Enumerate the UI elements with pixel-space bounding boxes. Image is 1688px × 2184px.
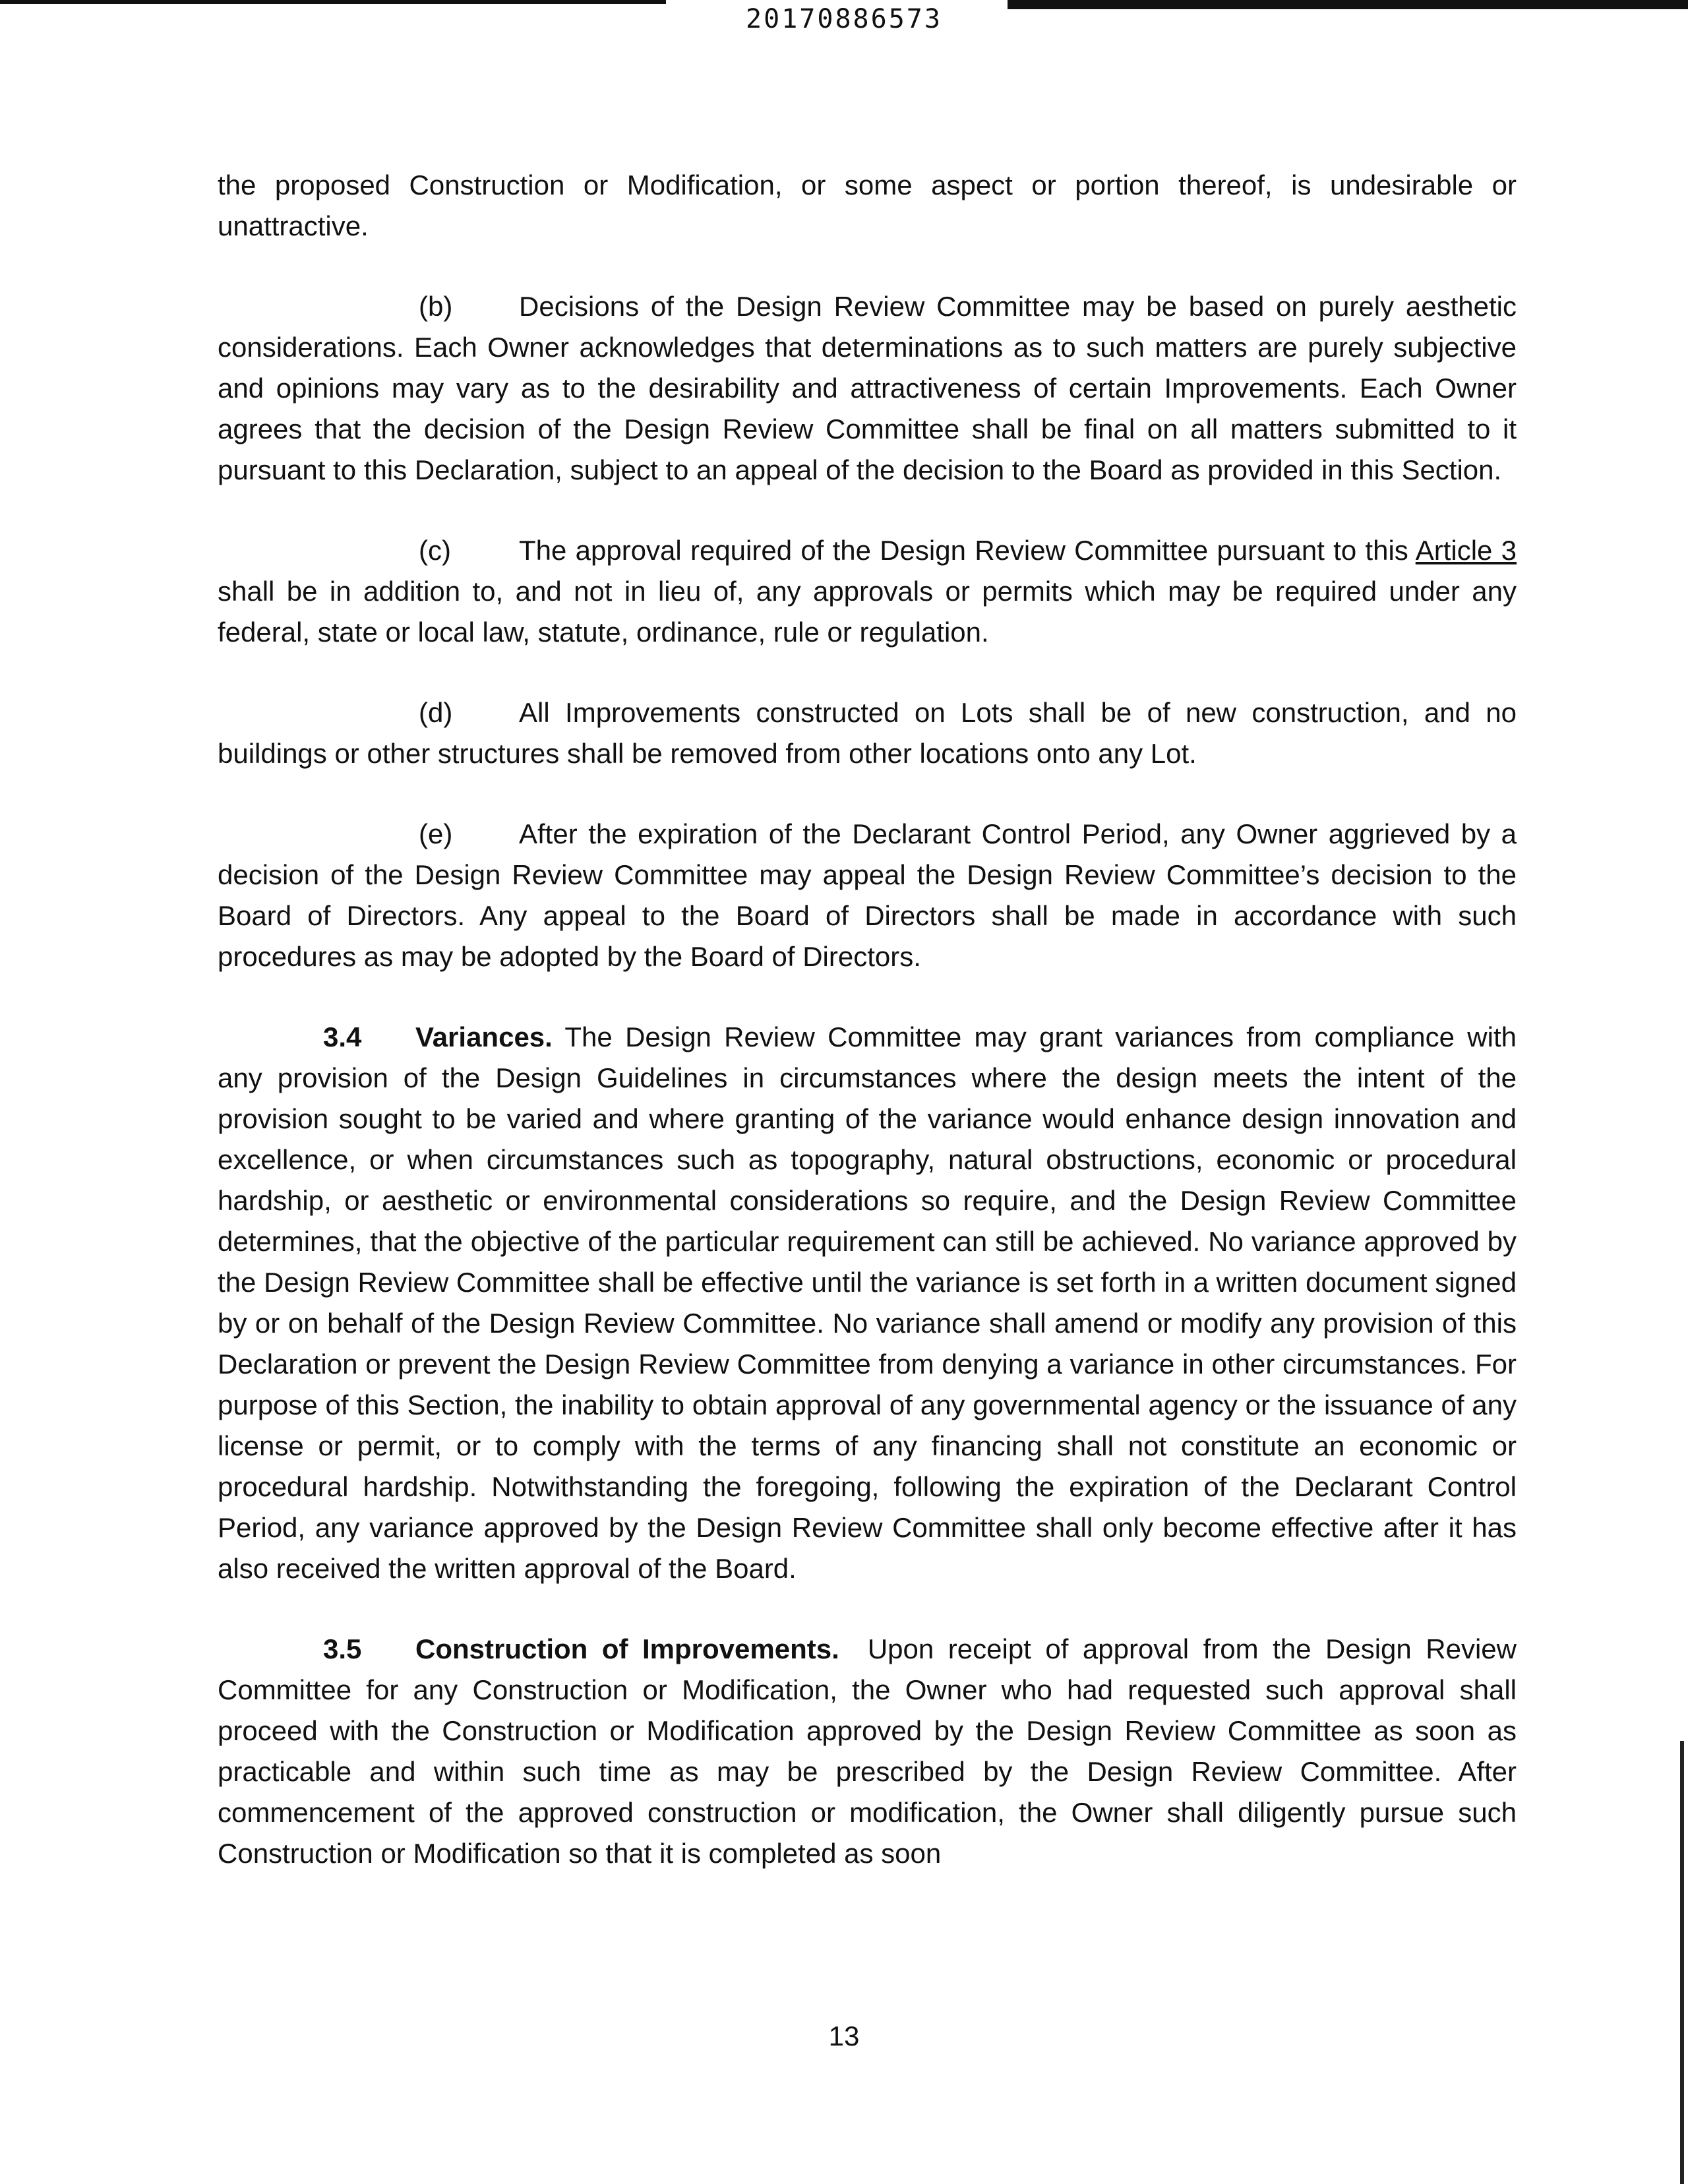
scan-edge-right (1680, 1741, 1684, 2184)
section-number: 3.5 (323, 1633, 362, 1664)
section-3-4 (218, 1017, 1517, 1589)
subparagraph-label: (d) (419, 697, 453, 728)
subparagraph-label: (e) (419, 818, 453, 849)
section-title: Construction of Improvements. (415, 1633, 839, 1664)
document-body (218, 165, 1517, 1914)
subparagraph-text: Decisions of the Design Review Committee may be based on purely aesthetic considerations. Each Owner acknowledges that determinations as to such matters are purely subjective and opinions may vary as to the desirability and attractiveness of certain Improvements. Each Owner agrees that the decision of the Design Review Committee shall be final on all matters submitted to it pursuant to this Declaration, subject to an appeal of the decision to the Board as provided in this Section. (218, 291, 1517, 485)
section-title: Variances. (415, 1021, 553, 1052)
subparagraph-label: (c) (419, 535, 451, 566)
section-number: 3.4 (323, 1021, 362, 1052)
document-number: 20170886573 (746, 4, 942, 34)
subparagraph-d (218, 692, 1517, 774)
subparagraph-text: shall be in addition to, and not in lieu of, any approvals or permits which may be required under any federal, state or local law, statute, ordinance, rule or regulation. (218, 576, 1517, 648)
subparagraph-text: All Improvements constructed on Lots shall be of new construction, and no buildings or other structures shall be removed from other locations onto any Lot. (218, 697, 1517, 769)
page-number: 13 (828, 2020, 860, 2051)
subparagraph-label: (b) (419, 291, 453, 322)
article-reference: Article 3 (1415, 535, 1517, 566)
subparagraph-e (218, 814, 1517, 977)
section-3-5 (218, 1629, 1517, 1874)
subparagraph-text: The approval required of the Design Review Committee pursuant to this (519, 535, 1416, 566)
subparagraph-text: After the expiration of the Declarant Control Period, any Owner aggrieved by a decision of the Design Review Committee may appeal the Design Review Committee’s decision to the Board of Directors. Any appeal to the Board of Directors shall be made in accordance with such procedures as may be adopted by the Board of Directors. (218, 818, 1517, 972)
section-text: The Design Review Committee may grant variances from compliance with any provision of the Design Guidelines in circumstances where the design meets the intent of the provision sought to be varied and where granting of the variance would enhance design innovation and excellence, or when circumstances such as topography, natural obstructions, economic or procedural hardship, or aesthetic or environmental considerations so require, and the Design Review Committee determines, that the objective of the particular requirement can still be achieved. No variance approved by the Design Review Committee shall be effective until the variance is set forth in a written document signed by or on behalf of the Design Review Committee. No variance shall amend or modify any provision of this Declaration or prevent the Design Review Committee from denying a variance in other circumstances. For purpose of this Section, the inability to obtain approval of any governmental agency or the issuance of any license or permit, or to comply with the terms of any financing shall not constitute an economic or procedural hardship. Notwithstanding the foregoing, following the expiration of the Declarant Control Period, any variance approved by the Design Review Committee shall only become effective after it has also received the written approval of the Board. (218, 1021, 1517, 1584)
subparagraph-c (218, 530, 1517, 653)
section-text: Upon receipt of approval from the Design Review Committee for any Construction or Modification, the Owner who had requested such approval shall proceed with the Construction or Modification approved by the Design Review Committee as soon as practicable and within such time as may be prescribed by the Design Review Committee. After commencement of the approved construction or modification, the Owner shall diligently pursue such Construction or Modification so that it is completed as soon (218, 1633, 1517, 1869)
subparagraph-b (218, 286, 1517, 491)
paragraph-continuation: the proposed Construction or Modification, or some aspect or portion thereof, is undesirable or unattractive. (218, 169, 1517, 241)
